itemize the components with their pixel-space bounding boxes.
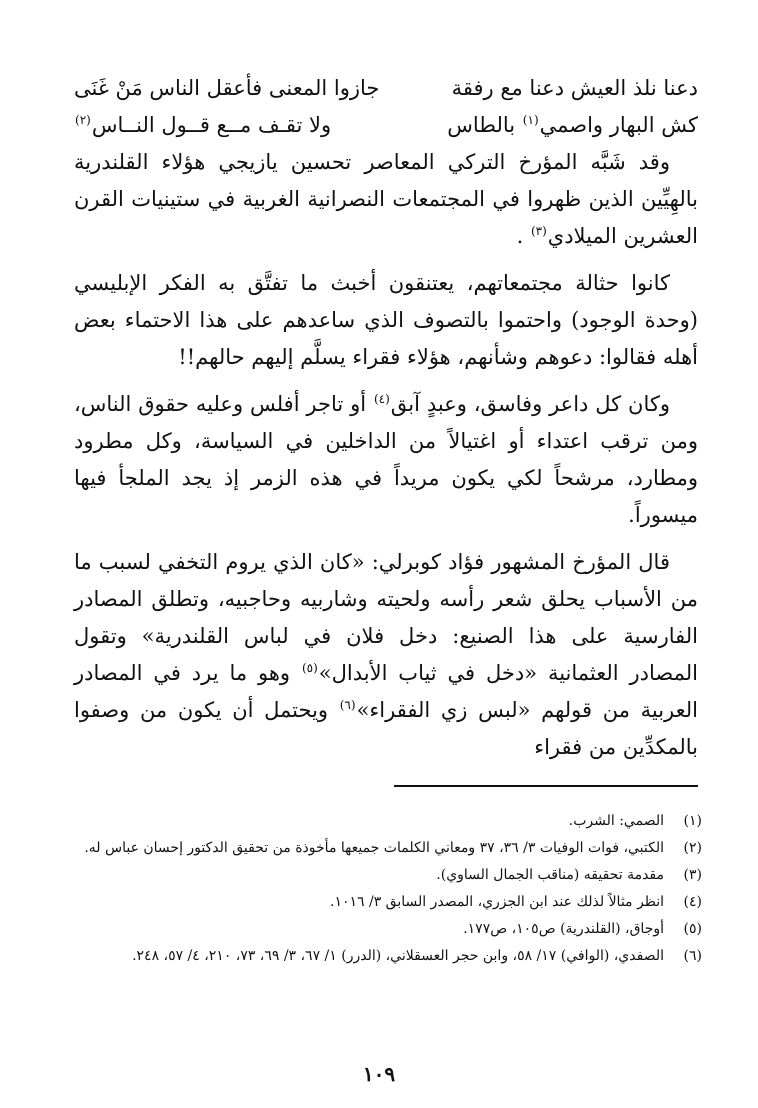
paragraph-4-start: قال المؤرخ المشهور فؤاد كوبرلي: «كان الذي يروم التخفي لسبب ما من الأسباب يحلق شعر رأسه ولحيته وشاربيه وحاجبيه، وتطلق المصادر الفارسية على هذا الصنيع: دخل فلان في لباس القلندرية» وتقول المصادر العثمانية «دخل في ثياب الأبدال» <box>74 550 698 685</box>
footnote-number: (٦) <box>683 948 702 964</box>
footnote-5 <box>60 916 702 943</box>
footnote-text: الكتبي، فوات الوفيات ٣/ ٣٦، ٣٧ ومعاني الكلمات جميعها مأخوذة من تحقيق الدكتور إحسان عباس له. <box>84 840 664 856</box>
poem-verse-1 <box>74 70 698 107</box>
footnote-number: (٤) <box>683 894 702 910</box>
paragraph-4-mid: وهو ما يرد في المصادر العربية من قولهم «لبس زي الفقراء» <box>74 661 699 722</box>
footnote-ref-3[interactable]: (٣) <box>530 224 547 238</box>
footnote-text: مقدمة تحقيقه (مناقب الجمال الساوي). <box>436 867 664 883</box>
paragraph-2 <box>74 265 698 376</box>
footnote-text: الصمي: الشرب. <box>568 813 664 829</box>
footnote-number: (١) <box>683 813 702 829</box>
paragraph-2-text: كانوا حثالة مجتمعاتهم، يعتنقون أخبث ما تفتَّق به الفكر الإبليسي (وحدة الوجود) واحتموا بالتصوف الذي ساعدهم على هذا الاحتماء بعض أهله فقالوا: دعوهم وشأنهم، هؤلاء فقراء يسلَّم إليهم حالهم!! <box>74 271 698 369</box>
verse-2-second-text: ولا تقـف مــع قــول النــاس <box>91 113 332 137</box>
footnotes <box>60 808 702 970</box>
footnote-text: انظر مثالاً لذلك عند ابن الجزري، المصدر السابق ٣/ ١٠١٦. <box>330 894 664 910</box>
paragraph-4-end: ويحتمل أن يكون من وصفوا بالمكدِّين من فقراء <box>74 698 698 759</box>
footnote-ref-6[interactable]: (٦) <box>339 698 356 712</box>
paragraph-1-text: وقد شَبَّه المؤرخ التركي المعاصر تحسين يازيجي هؤلاء القلندرية بالهِيِّين الذين ظهروا في المجتمعات النصرانية الغربية في ستينيات القرن العشرين الميلادي <box>74 150 698 248</box>
page-number: ١٠٩ <box>362 1062 396 1086</box>
paragraph-4 <box>74 544 698 766</box>
footnote-ref-5[interactable]: (٥) <box>301 661 318 675</box>
main-text <box>74 70 698 766</box>
footnote-6 <box>60 943 702 970</box>
verse-2-second-hemistich <box>74 107 331 144</box>
footnote-text: الصفدي، (الوافي) ١٧/ ٥٨، وابن حجر العسقلاني، (الدرر) ١/ ٦٧، ٣/ ٦٩، ٧٣، ٢١٠، ٤/ ٥٧، ٢٤٨. <box>132 948 664 964</box>
verse-2-first-end: بالطاس <box>447 113 516 137</box>
footnote-ref-1[interactable]: (١) <box>522 113 539 127</box>
footnote-ref-4[interactable]: (٤) <box>373 392 390 406</box>
paragraph-3-rest: أو تاجر أفلس وعليه حقوق الناس، ومن ترقب اعتداء أو اغتيالاً من الداخلين في السياسة، وكل مطرود ومطارد، مرشحاً لكي يكون مريداً في هذه الزمر إذ يجد الملجأ فيها ميسوراً. <box>74 392 698 527</box>
footnote-ref-2[interactable]: (٢) <box>75 113 91 127</box>
verse-1-second-hemistich: جازوا المعنى فأعقل الناس مَنْ غَنَى <box>74 76 380 100</box>
footnote-number: (٣) <box>683 867 702 883</box>
paragraph-1 <box>74 144 698 255</box>
paragraph-3 <box>74 386 698 534</box>
verse-1-first-hemistich: دعنا نلذ العيش دعنا مع رفقة <box>451 76 698 100</box>
footnote-2 <box>60 835 702 862</box>
footnote-4 <box>60 889 702 916</box>
verse-2-first-text: كش البهار واصمي <box>539 113 698 137</box>
footnote-3 <box>60 862 702 889</box>
paragraph-3-start: وكان كل داعر وفاسق، وعبدٍ آبق <box>390 392 670 416</box>
footnote-1 <box>60 808 702 835</box>
poem-verse-2 <box>74 107 698 144</box>
footnote-number: (٢) <box>683 840 702 856</box>
paragraph-1-end: . <box>516 224 530 248</box>
verse-2-first-hemistich <box>447 107 698 144</box>
footnote-separator <box>394 785 698 787</box>
footnote-number: (٥) <box>683 921 702 937</box>
footnote-text: أوجاق، (القلندرية) ص١٠٥، ص١٧٧. <box>463 921 664 937</box>
